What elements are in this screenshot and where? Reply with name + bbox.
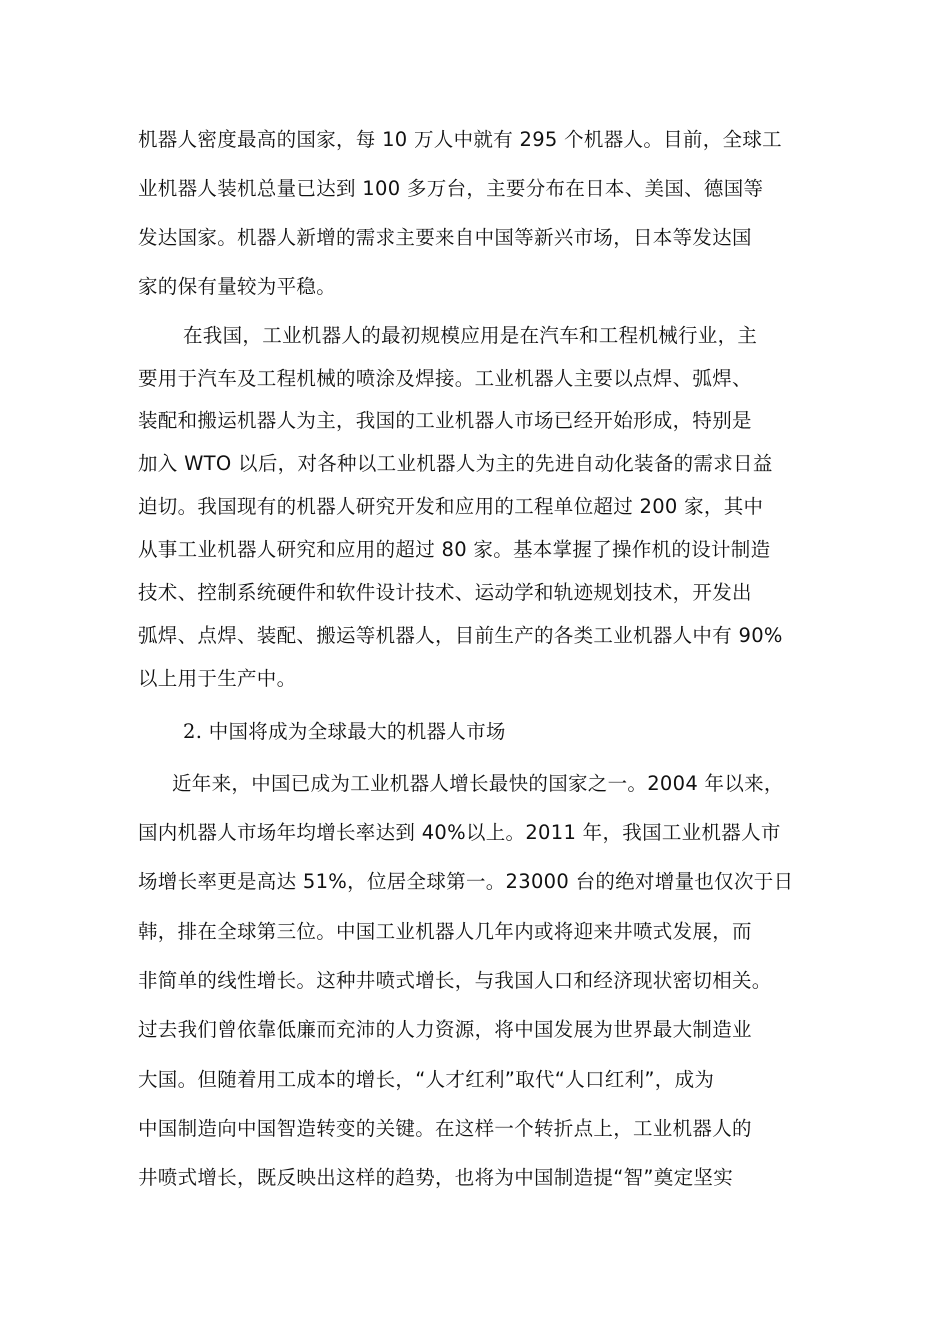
text-line: 从事工业机器人研究和应用的超过 80 家。基本掌握了操作机的设计制造 [138,538,771,561]
text-line: 业机器人装机总量已达到 100 多万台，主要分布在日本、美国、德国等 [138,177,764,200]
text-line: 韩，排在全球第三位。中国工业机器人几年内或将迎来井喷式发展，而 [138,920,752,943]
text-line: 迫切。我国现有的机器人研究开发和应用的工程单位超过 200 家，其中 [138,495,764,518]
text-line: 装配和搬运机器人为主，我国的工业机器人市场已经开始形成，特别是 [138,409,752,432]
text-line: 中国制造向中国智造转变的关键。在这样一个转折点上，工业机器人的 [138,1117,752,1140]
text-line: 要用于汽车及工程机械的喷涂及焊接。工业机器人主要以点焊、弧焊、 [138,367,752,390]
text-line: 大国。但随着用工成本的增长，“人才红利”取代“人口红利”，成为 [138,1068,715,1091]
text-line: 技术、控制系统硬件和软件设计技术、运动学和轨迹规划技术，开发出 [138,581,752,604]
text-line: 过去我们曾依靠低廉而充沛的人力资源，将中国发展为世界最大制造业 [138,1018,752,1041]
text-line: 井喷式增长，既反映出这样的趋势，也将为中国制造提“智”奠定坚实 [138,1166,734,1189]
text-line: 以上用于生产中。 [138,667,297,690]
text-line: 国内机器人市场年均增长率达到 40%以上。2011 年，我国工业机器人市 [138,821,781,844]
text-line: 非简单的线性增长。这种井喷式增长，与我国人口和经济现状密切相关。 [138,969,772,992]
text-line: 弧焊、点焊、装配、搬运等机器人，目前生产的各类工业机器人中有 90% [138,624,783,647]
text-line: 加入 WTO 以后，对各种以工业机器人为主的先进自动化装备的需求日益 [138,452,773,475]
section-heading: 2. 中国将成为全球最大的机器人市场 [183,720,506,743]
text-line: 在我国，工业机器人的最初规模应用是在汽车和工程机械行业，主 [183,324,758,347]
text-line: 家的保有量较为平稳。 [138,275,337,298]
text-line: 发达国家。机器人新增的需求主要来自中国等新兴市场，日本等发达国 [138,226,752,249]
text-line: 机器人密度最高的国家，每 10 万人中就有 295 个机器人。目前，全球工 [138,128,782,151]
text-line: 场增长率更是高达 51%，位居全球第一。23000 台的绝对增量也仅次于日 [138,870,794,893]
text-line: 近年来，中国已成为工业机器人增长最快的国家之一。2004 年以来， [172,772,784,795]
